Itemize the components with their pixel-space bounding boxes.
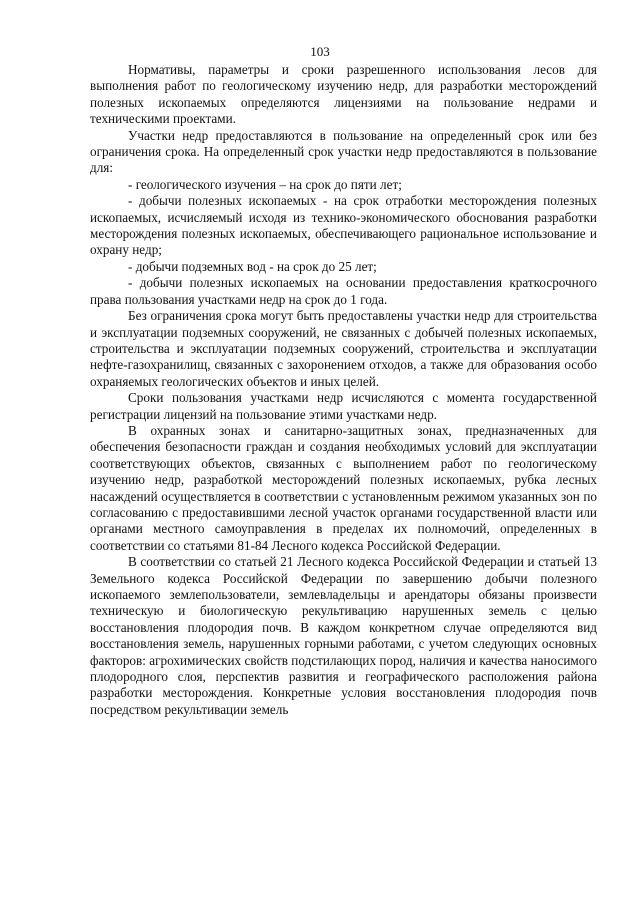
paragraph-norms: Нормативы, параметры и сроки разрешенного использования лесов для выполнения работ по геологическому изучению недр, для разработки месторождений полезных ископаемых определяются лицензиями на пользование недрами и техническими проектами.	[90, 62, 597, 127]
paragraph-unlimited-term: Без ограничения срока могут быть предоставлены участки недр для строительства и эксплуатации подземных сооружений, не связанных с добычей полезных ископаемых, строительства и эксплуатации подземных сооружений, строительства и эксплуатации нефте-газохранилищ, связанных с захоронением отходов, а также для образования особо охраняемых геологических объектов и иных целей.	[90, 308, 597, 389]
list-item-geology: - геологического изучения – на срок до пяти лет;	[128, 176, 402, 192]
list-item-groundwater: - добычи подземных вод - на срок до 25 лет;	[128, 258, 377, 274]
page-number: 103	[310, 44, 330, 59]
paragraph-subsoil-terms: Участки недр предоставляются в пользование на определенный срок или без ограничения срока. На определенный срок участки недр предоставляются в пользование для:	[90, 127, 597, 176]
list-item-short-term: - добычи полезных ископаемых на основании предоставления краткосрочного права пользования участками недр на срок до 1 года.	[90, 275, 597, 307]
paragraph-protection-zones: В охранных зонах и санитарно-защитных зонах, предназначенных для обеспечения безопасности граждан и создания необходимых условий для эксплуатации соответствующих объектов, связанных с выполнением работ по геологическому изучению недр, разработкой месторождений полезных ископаемых, рубка лесных насаждений осуществляется в соответствии с установленным режимом указанных зон по согласованию с предоставившими лесной участок органами государственной власти или органами местного самоуправления в пределах их полномочий, определенных в соответствии со статьями 81-84 Лесного кодекса Российской Федерации.	[90, 422, 597, 553]
paragraph-reclamation: В соответствии со статьей 21 Лесного кодекса Российской Федерации и статьей 13 Земельного кодекса Российской Федерации по завершению добычи полезного ископаемого землепользователи, землевладельцы и арендаторы обязаны произвести техническую и биологическую рекультивацию нарушенных земель с целью восстановления плодородия почв. В каждом конкретном случае определяются вид восстановления земель, нарушенных горными работами, с учетом следующих основных факторов: агрохимических свойств подстилающих пород, наличия и качества наносимого плодородного слоя, перспектив развития и географического расположения района разработки месторождения. Конкретные условия восстановления плодородия почв посредством рекультивации земель	[90, 554, 597, 717]
paragraph-term-calculation: Сроки пользования участками недр исчисляются с момента государственной регистрации лицензий на пользование этими участками недр.	[90, 390, 597, 422]
body-text	[90, 62, 597, 718]
list-item-mining: - добычи полезных ископаемых - на срок отработки месторождения полезных ископаемых, исчисляемый исходя из технико-экономического обоснования разработки месторождения полезных ископаемых, обеспечивающего рациональное использование и охрану недр;	[90, 193, 597, 258]
